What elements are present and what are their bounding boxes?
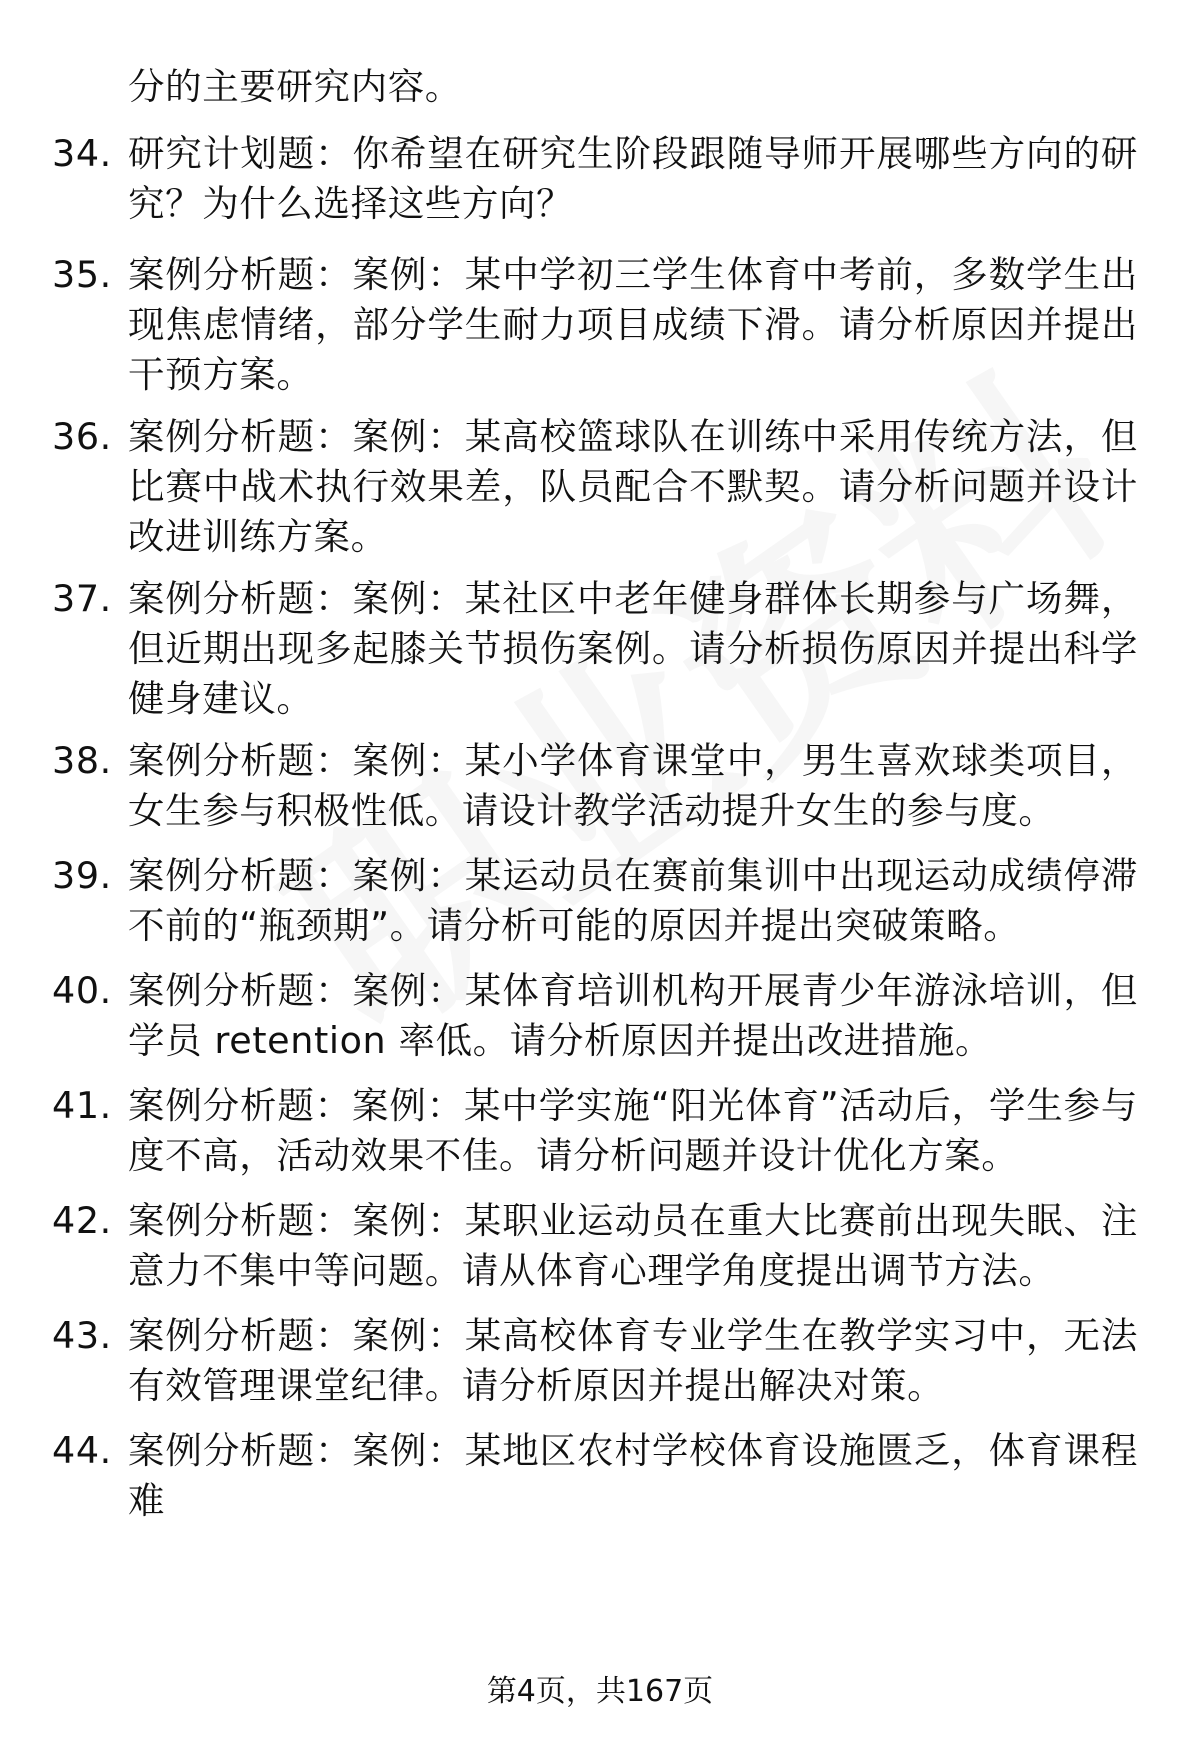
page-footer: 第4页，共167页 [486, 1674, 714, 1709]
question-number: 34. [52, 132, 112, 175]
question-item [52, 1081, 1142, 1181]
question-number: 40. [52, 969, 112, 1012]
question-text: 案例分析题：案例：某社区中老年健身群体长期参与广场舞，但近期出现多起膝关节损伤案例。请分析损伤原因并提出科学健身建议。 [128, 577, 1138, 720]
question-item [52, 1311, 1142, 1411]
question-number: 42. [52, 1199, 112, 1242]
question-item [52, 736, 1142, 836]
continued-text: 分的主要研究内容。 [128, 65, 462, 108]
question-text: 案例分析题：案例：某职业运动员在重大比赛前出现失眠、注意力不集中等问题。请从体育心理学角度提出调节方法。 [128, 1199, 1138, 1292]
question-text: 研究计划题：你希望在研究生阶段跟随导师开展哪些方向的研究？为什么选择这些方向？ [128, 132, 1138, 225]
question-text: 案例分析题：案例：某中学实施“阳光体育”活动后，学生参与度不高，活动效果不佳。请分析问题并设计优化方案。 [128, 1084, 1138, 1177]
question-text: 案例分析题：案例：某高校体育专业学生在教学实习中，无法有效管理课堂纪律。请分析原因并提出解决对策。 [128, 1314, 1138, 1407]
question-number: 41. [52, 1084, 112, 1127]
question-item [52, 250, 1142, 400]
question-item [52, 1196, 1142, 1296]
question-text: 案例分析题：案例：某高校篮球队在训练中采用传统方法，但比赛中战术执行效果差，队员配合不默契。请分析问题并设计改进训练方案。 [128, 415, 1138, 558]
question-number: 36. [52, 415, 112, 458]
question-number: 38. [52, 739, 112, 782]
question-text: 案例分析题：案例：某中学初三学生体育中考前，多数学生出现焦虑情绪，部分学生耐力项目成绩下滑。请分析原因并提出干预方案。 [128, 253, 1138, 396]
question-number: 43. [52, 1314, 112, 1357]
question-number: 39. [52, 854, 112, 897]
question-item [52, 966, 1142, 1066]
question-item [52, 129, 1142, 229]
question-item [52, 574, 1142, 724]
question-number: 37. [52, 577, 112, 620]
question-item [52, 851, 1142, 951]
question-item [52, 1426, 1142, 1526]
question-number: 35. [52, 253, 112, 296]
question-number: 44. [52, 1429, 112, 1472]
question-text: 案例分析题：案例：某体育培训机构开展青少年游泳培训，但学员 retention 率低。请分析原因并提出改进措施。 [128, 969, 1138, 1062]
question-item [52, 412, 1142, 562]
question-text: 案例分析题：案例：某地区农村学校体育设施匮乏，体育课程难 [128, 1429, 1138, 1522]
question-text: 案例分析题：案例：某运动员在赛前集训中出现运动成绩停滞不前的“瓶颈期”。请分析可能的原因并提出突破策略。 [128, 854, 1138, 947]
question-text: 案例分析题：案例：某小学体育课堂中，男生喜欢球类项目，女生参与积极性低。请设计教学活动提升女生的参与度。 [128, 739, 1138, 832]
